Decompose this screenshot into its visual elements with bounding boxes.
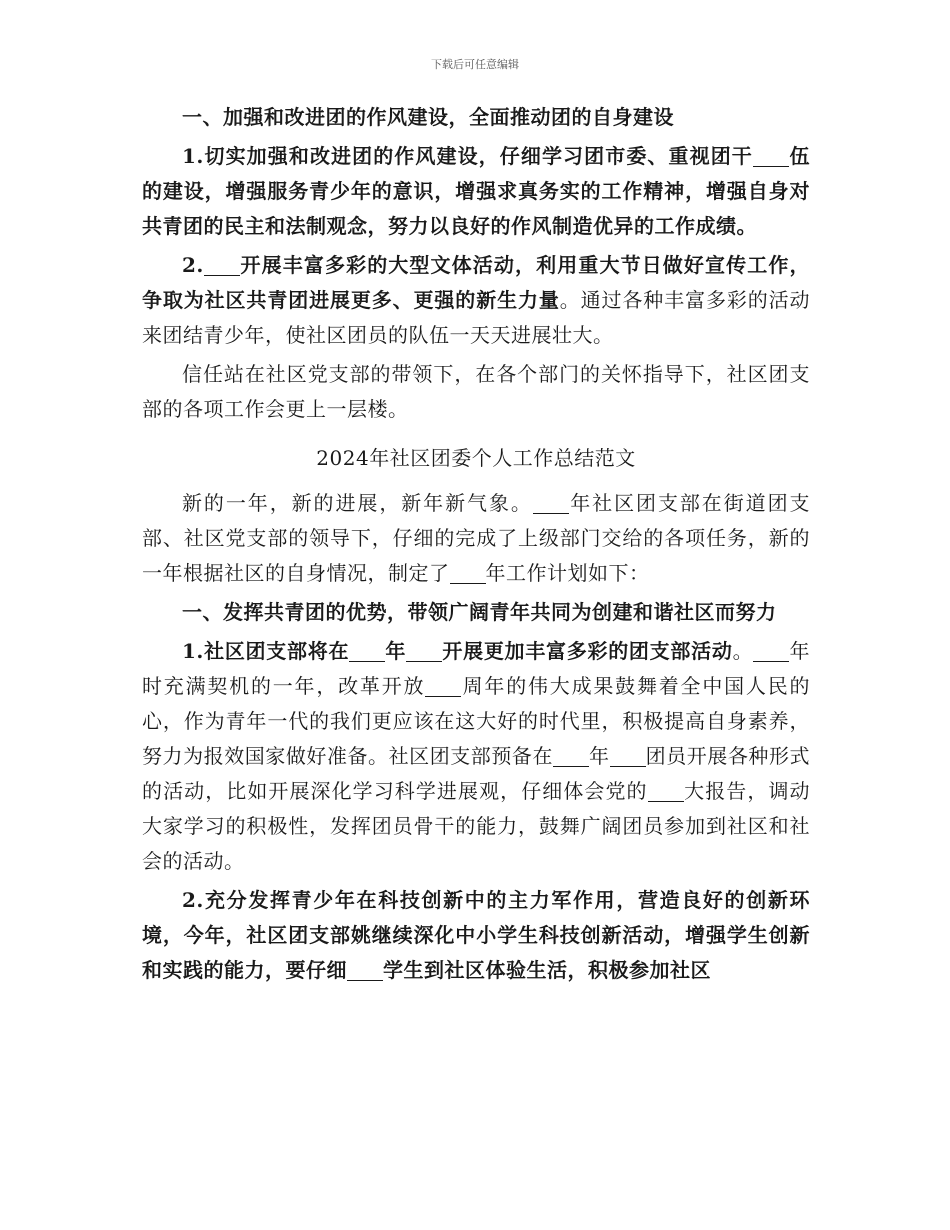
heading-text: 一、发挥共青团的优势，带领广阔青年共同为创建和谐社区而努力 (182, 600, 777, 624)
text-run-bold: 年 (385, 639, 407, 663)
text-run: 2.充分发挥青少年在科技创新中的主力军作用，营造良好的创新环境，今年，社区团支部姚继续深化中小学生科技创新活动，增强学生创新和实践的能力，要仔细 (142, 888, 810, 982)
fill-blank (349, 641, 385, 662)
text-run: 周年的伟大成果鼓舞着全中国人民的心，作为青年一代的我们更应该在这大好的时代里，积极提高自身素养，努力为报效国家做好准备。社区团支部预备在 (142, 674, 811, 768)
heading-text: 一、加强和改进团的作风建设，全面推动团的自身建设 (182, 105, 674, 129)
text-run: 大报告，调动大家学习的积极性，发挥团员骨干的能力，鼓舞广阔团员参加到社区和社会的活动。 (142, 779, 811, 873)
text-run: 。通过各种丰富多彩的活动来团结青少年，使社区团员的队伍一天天进展壮大。 (142, 288, 811, 347)
text-run: 年时充满契机的一年，改革开放 (142, 639, 811, 698)
paragraph-item-4 (142, 883, 810, 988)
text-run: 新的一年，新的进展，新年新气象。 (182, 491, 533, 515)
text-run: 年工作计划如下： (485, 561, 650, 585)
text-run: 年 (589, 744, 610, 768)
text-run: 1.切实加强和改进团的作风建设，仔细学习团市委、重视团干 (182, 144, 753, 168)
fill-blank (648, 781, 684, 802)
section-heading-1 (142, 100, 810, 135)
text-run: 年社区团支部在街道团支部、社区党支部的领导下，仔细的完成了上级部门交给的各项任务，新的一年根据社区的自身情况，制定了 (142, 491, 811, 585)
paragraph-item-2 (142, 248, 810, 353)
fill-blank (450, 563, 486, 584)
paragraph-item-1 (142, 139, 810, 244)
paragraph-closing (142, 357, 810, 427)
document-body (142, 100, 810, 988)
fill-blank (533, 493, 569, 514)
fill-blank (753, 146, 789, 167)
text-run-bold: 1.社区团支部将在 (182, 639, 350, 663)
text-run: 伍的建设，增强服务青少年的意识，增强求真务实的工作精神，增强自身对共青团的民主和法制观念，努力以良好的作风制造优异的工作成绩。 (142, 144, 810, 238)
text-run: 2. (182, 253, 204, 277)
fill-blank (204, 255, 240, 276)
document-title: 2024年社区团委个人工作总结范文 (316, 446, 636, 470)
fill-blank (347, 960, 383, 981)
text-run-bold: 开展更加丰富多彩的团支部活动 (442, 639, 733, 663)
paragraph-item-3 (142, 634, 810, 879)
fill-blank (425, 676, 461, 697)
fill-blank (753, 641, 789, 662)
text-run: 。 (732, 639, 754, 663)
fill-blank (406, 641, 442, 662)
fill-blank (610, 746, 646, 767)
text-run-bold: 开展丰富多彩的大型文体活动，利用重大节日做好宣传工作，争取为社区共青团进展更多、更强的新生力量 (142, 253, 810, 312)
fill-blank (553, 746, 589, 767)
text-run: 团员开展各种形式的活动，比如开展深化学习科学进展观，仔细体会党的 (142, 744, 811, 803)
paragraph-intro (142, 486, 810, 591)
section-heading-2 (142, 595, 810, 630)
text-run: 学生到社区体验生活，积极参加社区 (383, 958, 711, 982)
text-run: 信任站在社区党支部的带领下，在各个部门的关怀指导下，社区团支部的各项工作会更上一层楼。 (142, 362, 810, 421)
header-note: 下载后可任意编辑 (431, 58, 519, 71)
